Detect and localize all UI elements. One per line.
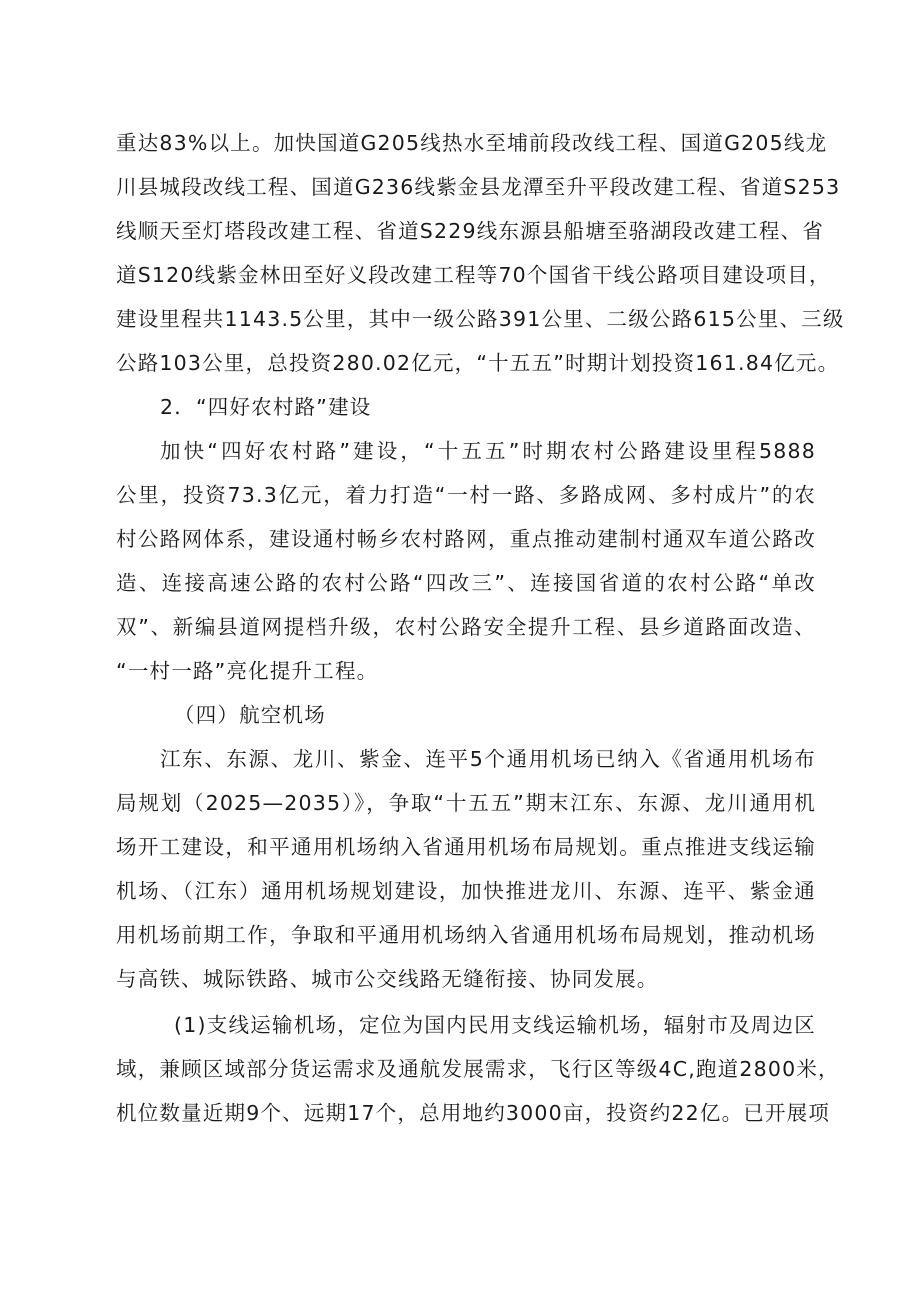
body-text-line: 村公路网体系，建设通村畅乡农村路网，重点推动建制村通双车道公路改 [116,527,816,551]
body-text-line: 机场、（江东）通用机场规划建设，加快推进龙川、东源、连平、紫金通 [116,879,816,903]
body-text-line: 局规划（2025—2035）》，争取“十五五”期末江东、东源、龙川通用机 [116,791,816,815]
section-heading: （四）航空机场 [174,703,326,727]
body-text-line: 域，兼顾区域部分货运需求及通航发展需求，飞行区等级4C,跑道2800米， [116,1057,840,1081]
body-text-line: 造、连接高速公路的农村公路“四改三”、连接国省道的农村公路“单改 [116,571,816,595]
body-text-line: 江东、东源、龙川、紫金、连平5个通用机场已纳入《省通用机场布 [160,747,816,771]
body-text-line: 建设里程共1143.5公里，其中一级公路391公里、二级公路615公里、三级 [116,307,845,331]
body-text-line: 川县城段改线工程、国道G236线紫金县龙潭至升平段改建工程、省道S253 [116,175,841,199]
body-text-line: 机位数量近期9个、远期17个，总用地约3000亩，投资约22亿。已开展项 [116,1101,831,1125]
body-text-line: (1)支线运输机场，定位为国内民用支线运输机场，辐射市及周边区 [174,1013,816,1037]
body-text-line: 与高铁、城际铁路、城市公交线路无缝衔接、协同发展。 [116,967,659,991]
body-text-line: 线顺天至灯塔段改建工程、省道S229线东源县船塘至骆湖段改建工程、省 [116,219,824,243]
body-text-line: 公路103公里，总投资280.02亿元，“十五五”时期计划投资161.84亿元。 [116,351,840,375]
body-text-line: 双”、新编县道网提档升级，农村公路安全提升工程、县乡道路面改造、 [116,615,816,639]
body-text-line: 用机场前期工作，争取和平通用机场纳入省通用机场布局规划，推动机场 [116,923,816,947]
body-text-line: 道S120线紫金林田至好义段改建工程等70个国省干线公路项目建设项目， [116,263,831,287]
section-heading: 2．“四好农村路”建设 [160,395,372,419]
body-text-line: 加快“四好农村路”建设，“十五五”时期农村公路建设里程5888 [160,439,816,463]
body-text-line: 公里，投资73.3亿元，着力打造“一村一路、多路成网、多村成片”的农 [116,483,816,507]
body-text-line: “一村一路”亮化提升工程。 [116,659,379,683]
body-text-line: 重达83%以上。加快国道G205线热水至埔前段改线工程、国道G205线龙 [116,131,828,155]
body-text-line: 场开工建设，和平通用机场纳入省通用机场布局规划。重点推进支线运输 [116,835,816,859]
